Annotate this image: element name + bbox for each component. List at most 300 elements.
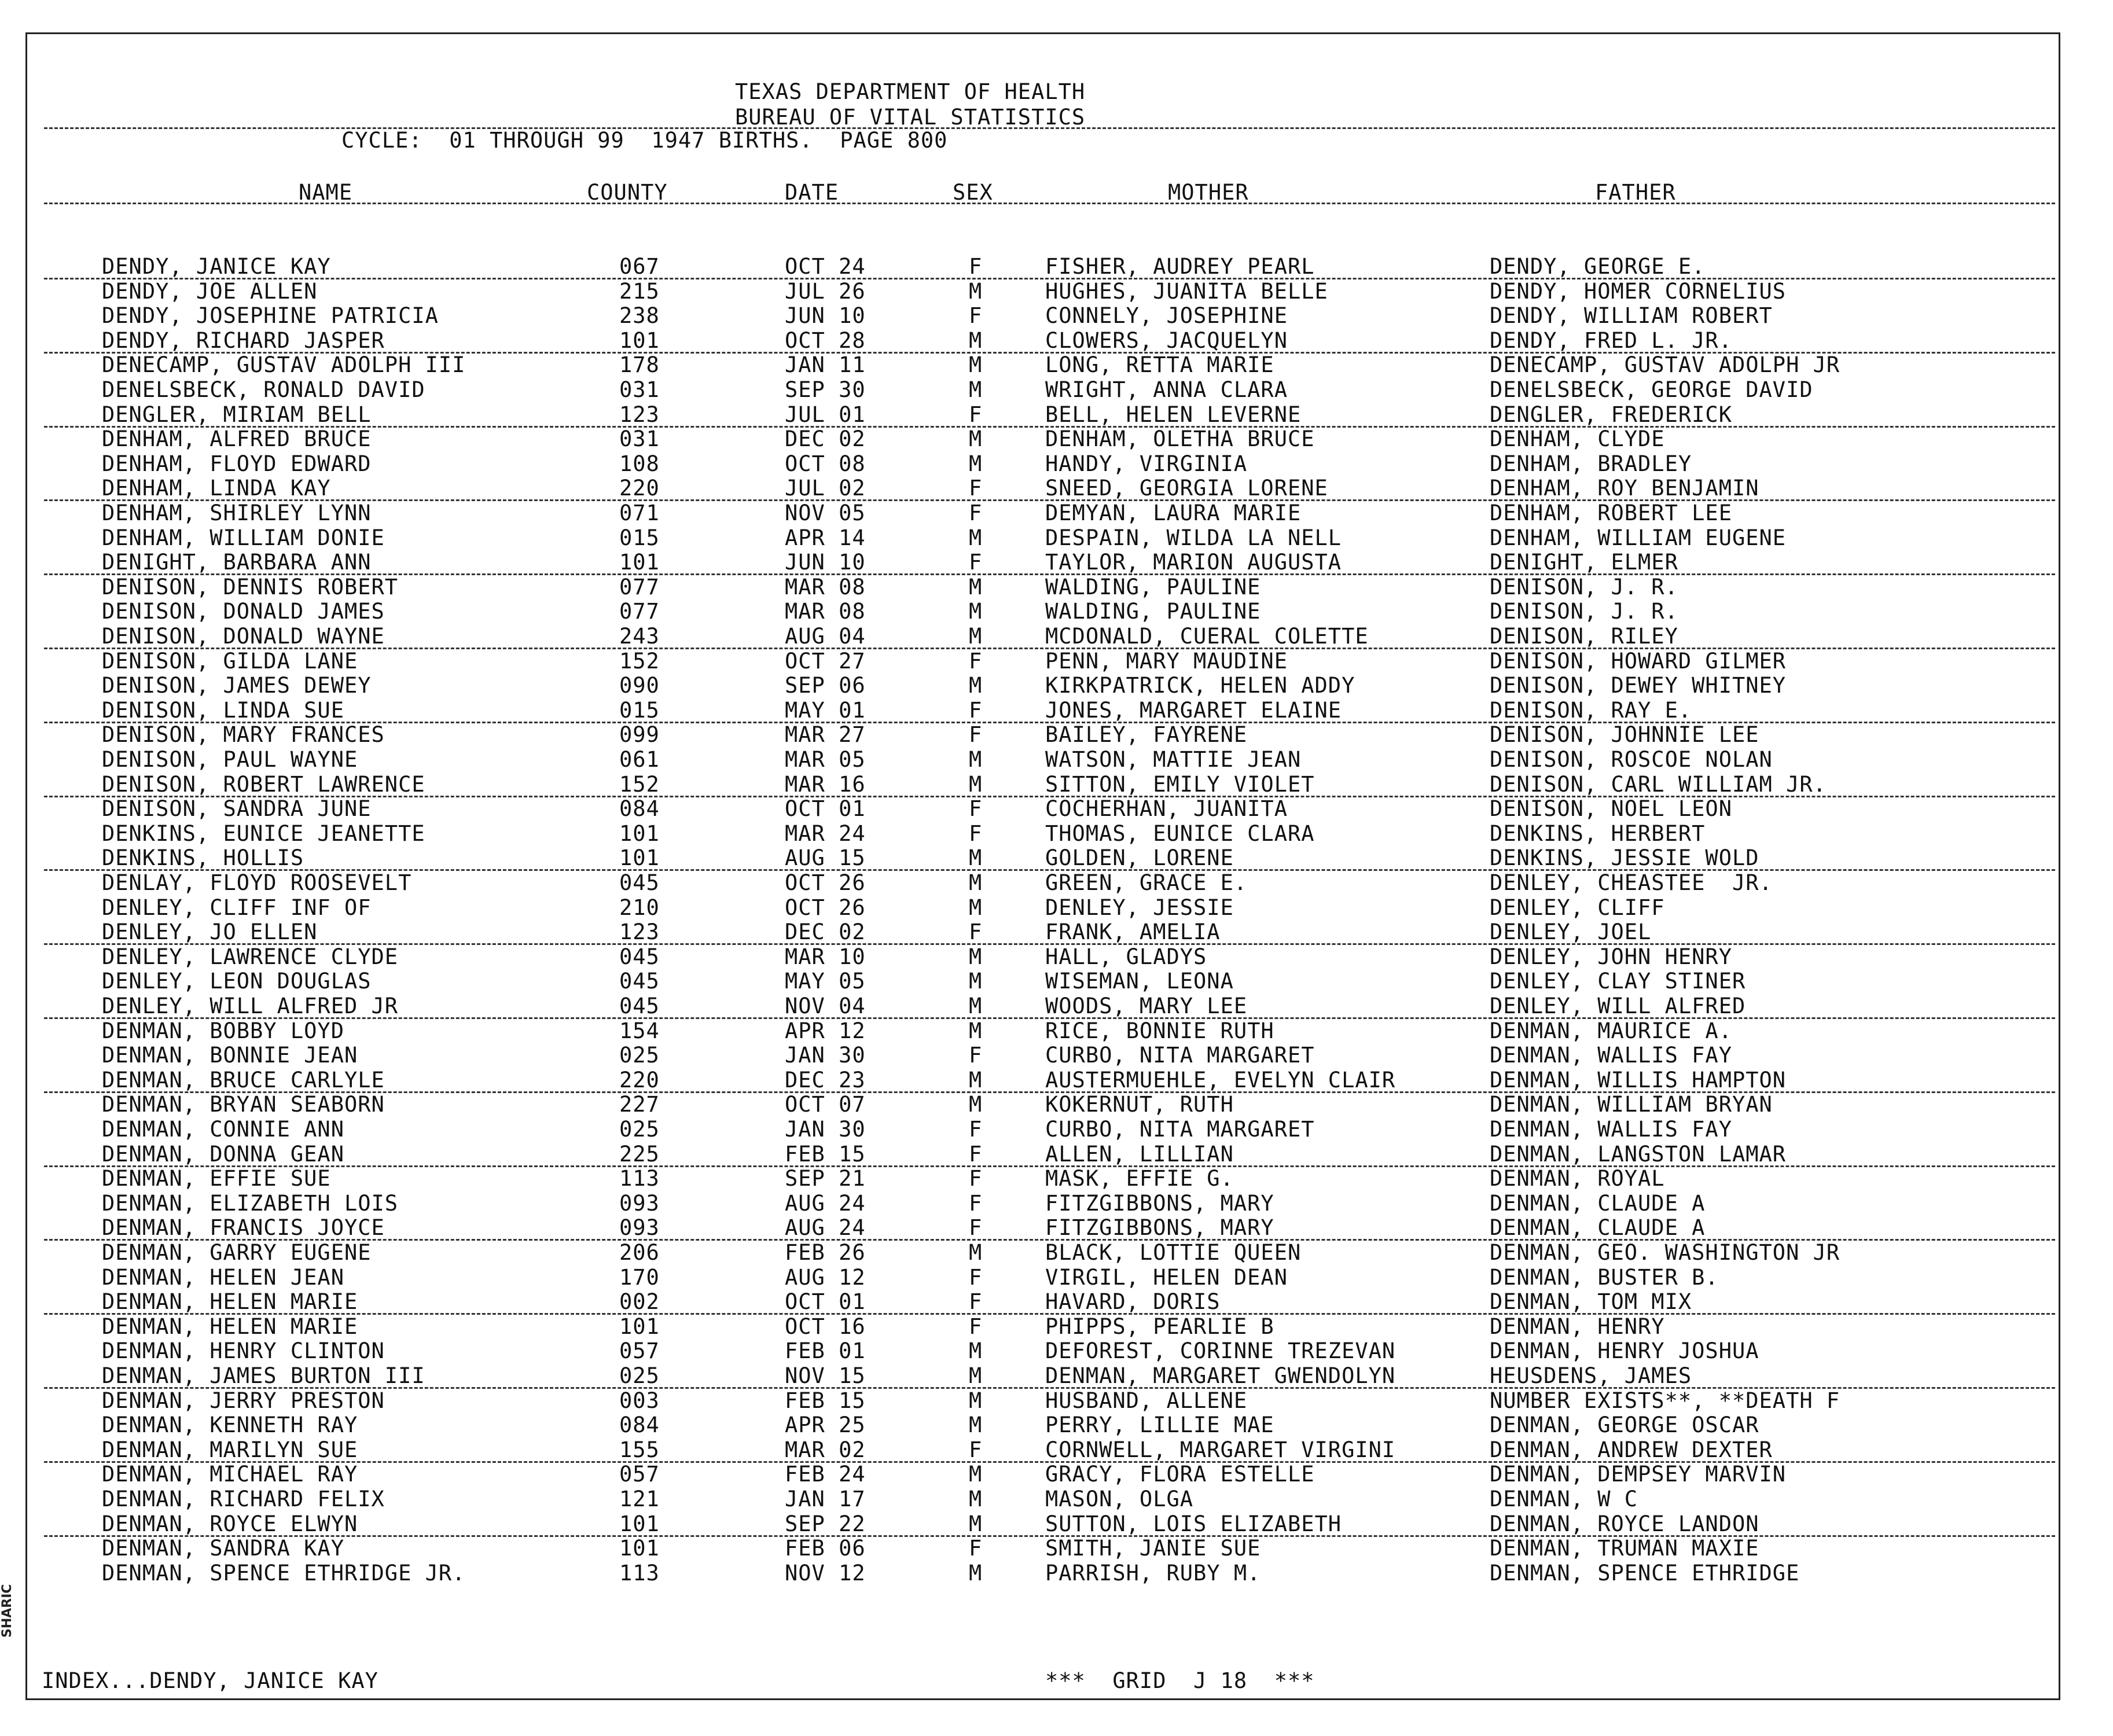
record-father: DENMAN, TOM MIX — [1490, 1289, 1692, 1314]
record-date: FEB 15 — [785, 1142, 866, 1167]
record-name: DENISON, JAMES DEWEY — [102, 673, 372, 698]
record-date: MAR 10 — [785, 944, 866, 969]
record-mother: PARRISH, RUBY M. — [1045, 1561, 1261, 1586]
record-father: DENMAN, WILLIS HAMPTON — [1490, 1068, 1787, 1093]
record-county: 152 — [619, 649, 660, 674]
record-father: DENISON, RAY E. — [1490, 698, 1692, 723]
record-name: DENLAY, FLOYD ROOSEVELT — [102, 870, 412, 895]
record-county: 045 — [619, 969, 660, 994]
record-mother: AUSTERMUEHLE, EVELYN CLAIR — [1045, 1068, 1396, 1093]
record-father: DENISON, NOEL LEON — [1490, 796, 1732, 821]
record-date: JAN 17 — [785, 1487, 866, 1511]
record-father: DENMAN, BUSTER B. — [1490, 1265, 1719, 1290]
record-name: DENISON, DONALD JAMES — [102, 599, 385, 624]
record-date: SEP 06 — [785, 673, 866, 698]
record-date: DEC 02 — [785, 920, 866, 944]
record-name: DENMAN, KENNETH RAY — [102, 1413, 358, 1437]
record-county: 101 — [619, 1536, 660, 1561]
record-county: 154 — [619, 1018, 660, 1043]
record-county: 093 — [619, 1191, 660, 1216]
record-father: NUMBER EXISTS**, **DEATH F — [1490, 1388, 1840, 1413]
record-mother: HAVARD, DORIS — [1045, 1289, 1221, 1314]
record-mother: DENHAM, OLETHA BRUCE — [1045, 426, 1315, 451]
record-sex: F — [969, 476, 983, 501]
record-father: DENKINS, HERBERT — [1490, 821, 1706, 846]
record-mother: GOLDEN, LORENE — [1045, 845, 1234, 870]
record-name: DENKINS, EUNICE JEANETTE — [102, 821, 425, 846]
record-date: MAR 08 — [785, 599, 866, 624]
record-mother: FITZGIBBONS, MARY — [1045, 1215, 1274, 1240]
record-mother: DENMAN, MARGARET GWENDOLYN — [1045, 1363, 1396, 1388]
record-sex: F — [969, 501, 983, 525]
record-father: DENMAN, HENRY — [1490, 1314, 1665, 1339]
record-mother: DEFOREST, CORINNE TREZEVAN — [1045, 1338, 1396, 1363]
record-date: OCT 08 — [785, 451, 866, 476]
record-sex: F — [969, 698, 983, 723]
column-header-father: FATHER — [1595, 180, 1676, 205]
record-date: APR 14 — [785, 525, 866, 550]
record-mother: GRACY, FLORA ESTELLE — [1045, 1462, 1315, 1487]
record-mother: MASON, OLGA — [1045, 1487, 1194, 1511]
record-sex: F — [969, 303, 983, 328]
record-sex: M — [969, 525, 983, 550]
record-sex: M — [969, 1561, 983, 1586]
record-father: HEUSDENS, JAMES — [1490, 1363, 1692, 1388]
record-date: NOV 04 — [785, 994, 866, 1018]
record-sex: M — [969, 1363, 983, 1388]
record-name: DENMAN, MICHAEL RAY — [102, 1462, 358, 1487]
record-date: SEP 22 — [785, 1511, 866, 1536]
record-father: DENISON, JOHNNIE LEE — [1490, 722, 1759, 747]
record-name: DENLEY, CLIFF INF OF — [102, 895, 372, 920]
record-date: MAY 05 — [785, 969, 866, 994]
record-county: 090 — [619, 673, 660, 698]
record-sex: M — [969, 673, 983, 698]
record-name: DENLEY, LEON DOUGLAS — [102, 969, 372, 994]
record-name: DENMAN, HELEN JEAN — [102, 1265, 344, 1290]
record-father: DENMAN, ROYAL — [1490, 1166, 1665, 1191]
column-header-sex: SEX — [953, 180, 993, 205]
record-name: DENISON, DONALD WAYNE — [102, 624, 385, 649]
record-father: DENMAN, WILLIAM BRYAN — [1490, 1092, 1773, 1117]
record-county: 101 — [619, 1511, 660, 1536]
record-father: DENKINS, JESSIE WOLD — [1490, 845, 1759, 870]
record-sex: F — [969, 1536, 983, 1561]
record-father: DENGLER, FREDERICK — [1490, 402, 1732, 427]
record-mother: PHIPPS, PEARLIE B — [1045, 1314, 1274, 1339]
record-county: 113 — [619, 1166, 660, 1191]
record-county: 071 — [619, 501, 660, 525]
record-name: DENISON, MARY FRANCES — [102, 722, 385, 747]
record-name: DENGLER, MIRIAM BELL — [102, 402, 372, 427]
record-father: DENDY, GEORGE E. — [1490, 254, 1706, 279]
record-date: AUG 04 — [785, 624, 866, 649]
record-sex: M — [969, 575, 983, 599]
record-name: DENHAM, WILLIAM DONIE — [102, 525, 385, 550]
record-name: DENISON, DENNIS ROBERT — [102, 575, 399, 599]
record-date: OCT 26 — [785, 895, 866, 920]
record-date: NOV 15 — [785, 1363, 866, 1388]
record-county: 101 — [619, 550, 660, 575]
record-mother: BELL, HELEN LEVERNE — [1045, 402, 1302, 427]
record-mother: ALLEN, LILLIAN — [1045, 1142, 1234, 1167]
record-mother: SITTON, EMILY VIOLET — [1045, 772, 1315, 797]
record-date: OCT 28 — [785, 328, 866, 353]
record-mother: FRANK, AMELIA — [1045, 920, 1221, 944]
record-date: JAN 30 — [785, 1043, 866, 1068]
record-mother: SNEED, GEORGIA LORENE — [1045, 476, 1328, 501]
record-name: DENMAN, BOBBY LOYD — [102, 1018, 344, 1043]
record-mother: JONES, MARGARET ELAINE — [1045, 698, 1342, 723]
record-sex: M — [969, 1018, 983, 1043]
record-date: OCT 24 — [785, 254, 866, 279]
record-name: DENMAN, CONNIE ANN — [102, 1117, 344, 1142]
record-county: 101 — [619, 821, 660, 846]
record-date: AUG 24 — [785, 1215, 866, 1240]
record-county: 121 — [619, 1487, 660, 1511]
record-county: 002 — [619, 1289, 660, 1314]
record-sex: F — [969, 1166, 983, 1191]
record-date: JUN 10 — [785, 303, 866, 328]
record-county: 031 — [619, 377, 660, 402]
record-date: NOV 05 — [785, 501, 866, 525]
record-name: DENISON, LINDA SUE — [102, 698, 344, 723]
record-sex: M — [969, 944, 983, 969]
record-county: 220 — [619, 1068, 660, 1093]
record-mother: WALDING, PAULINE — [1045, 599, 1261, 624]
record-county: 067 — [619, 254, 660, 279]
record-father: DENLEY, JOHN HENRY — [1490, 944, 1732, 969]
column-header-mother: MOTHER — [1168, 180, 1249, 205]
record-county: 220 — [619, 476, 660, 501]
record-mother: DEMYAN, LAURA MARIE — [1045, 501, 1302, 525]
record-county: 025 — [619, 1043, 660, 1068]
record-sex: F — [969, 402, 983, 427]
record-mother: CURBO, NITA MARGARET — [1045, 1043, 1315, 1068]
record-name: DENMAN, DONNA GEAN — [102, 1142, 344, 1167]
record-date: OCT 01 — [785, 1289, 866, 1314]
record-date: DEC 02 — [785, 426, 866, 451]
record-name: DENHAM, SHIRLEY LYNN — [102, 501, 372, 525]
record-name: DENLEY, JO ELLEN — [102, 920, 318, 944]
record-sex: M — [969, 747, 983, 772]
record-name: DENDY, JOSEPHINE PATRICIA — [102, 303, 439, 328]
record-county: 015 — [619, 525, 660, 550]
record-date: JUL 02 — [785, 476, 866, 501]
record-sex: F — [969, 1191, 983, 1216]
record-mother: PERRY, LILLIE MAE — [1045, 1413, 1274, 1437]
record-county: 243 — [619, 624, 660, 649]
record-father: DENMAN, SPENCE ETHRIDGE — [1490, 1561, 1800, 1586]
record-mother: KOKERNUT, RUTH — [1045, 1092, 1234, 1117]
record-name: DENMAN, BONNIE JEAN — [102, 1043, 358, 1068]
record-name: DENHAM, FLOYD EDWARD — [102, 451, 372, 476]
record-name: DENMAN, RICHARD FELIX — [102, 1487, 385, 1511]
record-mother: FITZGIBBONS, MARY — [1045, 1191, 1274, 1216]
record-date: FEB 15 — [785, 1388, 866, 1413]
record-father: DENMAN, GEORGE OSCAR — [1490, 1413, 1759, 1437]
record-mother: MCDONALD, CUERAL COLETTE — [1045, 624, 1369, 649]
record-county: 170 — [619, 1265, 660, 1290]
record-name: DENLEY, LAWRENCE CLYDE — [102, 944, 399, 969]
record-county: 178 — [619, 352, 660, 377]
record-sex: F — [969, 821, 983, 846]
record-sex: M — [969, 969, 983, 994]
record-father: DENMAN, WALLIS FAY — [1490, 1043, 1732, 1068]
record-mother: WALDING, PAULINE — [1045, 575, 1261, 599]
record-date: MAR 16 — [785, 772, 866, 797]
record-mother: WATSON, MATTIE JEAN — [1045, 747, 1302, 772]
record-county: 025 — [619, 1363, 660, 1388]
record-sex: F — [969, 1142, 983, 1167]
record-sex: M — [969, 377, 983, 402]
record-date: MAR 05 — [785, 747, 866, 772]
record-sex: M — [969, 1068, 983, 1093]
record-mother: LONG, RETTA MARIE — [1045, 352, 1274, 377]
record-mother: TAYLOR, MARION AUGUSTA — [1045, 550, 1342, 575]
record-father: DENISON, HOWARD GILMER — [1490, 649, 1787, 674]
record-name: DENHAM, ALFRED BRUCE — [102, 426, 372, 451]
record-sex: F — [969, 649, 983, 674]
record-sex: F — [969, 796, 983, 821]
record-father: DENMAN, LANGSTON LAMAR — [1490, 1142, 1787, 1167]
record-sex: F — [969, 1437, 983, 1462]
record-mother: CURBO, NITA MARGARET — [1045, 1117, 1315, 1142]
record-date: MAY 01 — [785, 698, 866, 723]
record-father: DENHAM, ROBERT LEE — [1490, 501, 1732, 525]
record-mother: SUTTON, LOIS ELIZABETH — [1045, 1511, 1342, 1536]
record-mother: HALL, GLADYS — [1045, 944, 1207, 969]
record-name: DENMAN, HELEN MARIE — [102, 1314, 358, 1339]
record-county: 057 — [619, 1462, 660, 1487]
record-sex: M — [969, 1487, 983, 1511]
record-name: DENMAN, HELEN MARIE — [102, 1289, 358, 1314]
record-date: AUG 15 — [785, 845, 866, 870]
record-sex: M — [969, 328, 983, 353]
record-name: DENMAN, MARILYN SUE — [102, 1437, 358, 1462]
record-sex: M — [969, 1413, 983, 1437]
record-date: NOV 12 — [785, 1561, 866, 1586]
record-date: JUL 01 — [785, 402, 866, 427]
record-name: DENISON, GILDA LANE — [102, 649, 358, 674]
record-sex: F — [969, 254, 983, 279]
header-bureau: BUREAU OF VITAL STATISTICS — [735, 105, 1086, 130]
record-sex: M — [969, 994, 983, 1018]
record-sex: M — [969, 1092, 983, 1117]
record-name: DENMAN, SANDRA KAY — [102, 1536, 344, 1561]
record-county: 025 — [619, 1117, 660, 1142]
record-county: 123 — [619, 920, 660, 944]
record-father: DENELSBECK, GEORGE DAVID — [1490, 377, 1813, 402]
record-date: SEP 21 — [785, 1166, 866, 1191]
record-date: OCT 07 — [785, 1092, 866, 1117]
column-header-county: COUNTY — [587, 180, 668, 205]
record-sex: M — [969, 279, 983, 304]
record-date: OCT 26 — [785, 870, 866, 895]
record-sex: F — [969, 1215, 983, 1240]
record-date: MAR 08 — [785, 575, 866, 599]
record-date: OCT 01 — [785, 796, 866, 821]
record-mother: WOODS, MARY LEE — [1045, 994, 1248, 1018]
record-date: FEB 24 — [785, 1462, 866, 1487]
footer-index: INDEX...DENDY, JANICE KAY — [42, 1668, 378, 1693]
record-sex: M — [969, 1240, 983, 1265]
record-name: DENDY, JANICE KAY — [102, 254, 331, 279]
record-sex: M — [969, 1511, 983, 1536]
record-father: DENHAM, WILLIAM EUGENE — [1490, 525, 1787, 550]
record-name: DENECAMP, GUSTAV ADOLPH III — [102, 352, 466, 377]
record-father: DENISON, CARL WILLIAM JR. — [1490, 772, 1827, 797]
record-sex: M — [969, 426, 983, 451]
record-father: DENMAN, CLAUDE A — [1490, 1191, 1706, 1216]
side-label: SHARIC — [0, 1584, 14, 1638]
record-county: 093 — [619, 1215, 660, 1240]
header-agency: TEXAS DEPARTMENT OF HEALTH — [735, 79, 1086, 104]
column-header-date: DATE — [785, 180, 839, 205]
record-mother: GREEN, GRACE E. — [1045, 870, 1248, 895]
record-name: DENIGHT, BARBARA ANN — [102, 550, 372, 575]
record-mother: RICE, BONNIE RUTH — [1045, 1018, 1274, 1043]
record-name: DENMAN, GARRY EUGENE — [102, 1240, 372, 1265]
record-sex: M — [969, 772, 983, 797]
record-county: 238 — [619, 303, 660, 328]
record-mother: BAILEY, FAYRENE — [1045, 722, 1248, 747]
record-father: DENLEY, WILL ALFRED — [1490, 994, 1746, 1018]
record-county: 045 — [619, 870, 660, 895]
record-father: DENMAN, GEO. WASHINGTON JR — [1490, 1240, 1840, 1265]
record-name: DENMAN, ELIZABETH LOIS — [102, 1191, 399, 1216]
record-county: 031 — [619, 426, 660, 451]
record-father: DENLEY, CHEASTEE JR. — [1490, 870, 1773, 895]
record-date: JUL 26 — [785, 279, 866, 304]
record-name: DENHAM, LINDA KAY — [102, 476, 331, 501]
record-sex: M — [969, 352, 983, 377]
record-mother: FISHER, AUDREY PEARL — [1045, 254, 1315, 279]
record-county: 077 — [619, 575, 660, 599]
record-mother: THOMAS, EUNICE CLARA — [1045, 821, 1315, 846]
record-county: 113 — [619, 1561, 660, 1586]
record-father: DENHAM, ROY BENJAMIN — [1490, 476, 1759, 501]
record-father: DENISON, DEWEY WHITNEY — [1490, 673, 1787, 698]
record-name: DENISON, SANDRA JUNE — [102, 796, 372, 821]
record-father: DENISON, J. R. — [1490, 575, 1678, 599]
record-name: DENKINS, HOLLIS — [102, 845, 304, 870]
record-county: 210 — [619, 895, 660, 920]
record-name: DENMAN, FRANCIS JOYCE — [102, 1215, 385, 1240]
record-county: 045 — [619, 994, 660, 1018]
record-mother: SMITH, JANIE SUE — [1045, 1536, 1261, 1561]
record-county: 057 — [619, 1338, 660, 1363]
record-county: 225 — [619, 1142, 660, 1167]
record-date: AUG 24 — [785, 1191, 866, 1216]
record-date: DEC 23 — [785, 1068, 866, 1093]
column-header-divider — [44, 203, 2055, 204]
record-mother: CORNWELL, MARGARET VIRGINI — [1045, 1437, 1396, 1462]
record-county: 155 — [619, 1437, 660, 1462]
header-cycle: CYCLE: 01 THROUGH 99 1947 BIRTHS. PAGE 800 — [341, 128, 948, 153]
record-name: DENDY, RICHARD JASPER — [102, 328, 385, 353]
column-header-name: NAME — [299, 180, 353, 205]
record-county: 101 — [619, 1314, 660, 1339]
record-county: 101 — [619, 328, 660, 353]
record-county: 227 — [619, 1092, 660, 1117]
record-mother: DESPAIN, WILDA LA NELL — [1045, 525, 1342, 550]
record-sex: F — [969, 1314, 983, 1339]
record-sex: M — [969, 895, 983, 920]
record-county: 099 — [619, 722, 660, 747]
record-sex: M — [969, 599, 983, 624]
record-sex: M — [969, 1462, 983, 1487]
record-date: JAN 11 — [785, 352, 866, 377]
record-county: 123 — [619, 402, 660, 427]
record-father: DENIGHT, ELMER — [1490, 550, 1678, 575]
record-father: DENISON, RILEY — [1490, 624, 1678, 649]
record-sex: M — [969, 1338, 983, 1363]
record-county: 108 — [619, 451, 660, 476]
record-sex: F — [969, 1117, 983, 1142]
record-mother: HUSBAND, ALLENE — [1045, 1388, 1248, 1413]
record-father: DENHAM, CLYDE — [1490, 426, 1665, 451]
record-mother: PENN, MARY MAUDINE — [1045, 649, 1288, 674]
record-date: OCT 16 — [785, 1314, 866, 1339]
record-name: DENMAN, BRUCE CARLYLE — [102, 1068, 385, 1093]
record-father: DENDY, WILLIAM ROBERT — [1490, 303, 1773, 328]
record-father: DENHAM, BRADLEY — [1490, 451, 1692, 476]
record-mother: HUGHES, JUANITA BELLE — [1045, 279, 1328, 304]
record-father: DENMAN, TRUMAN MAXIE — [1490, 1536, 1759, 1561]
record-mother: BLACK, LOTTIE QUEEN — [1045, 1240, 1302, 1265]
record-father: DENMAN, DEMPSEY MARVIN — [1490, 1462, 1787, 1487]
record-mother: HANDY, VIRGINIA — [1045, 451, 1248, 476]
record-mother: WISEMAN, LEONA — [1045, 969, 1234, 994]
record-name: DENDY, JOE ALLEN — [102, 279, 318, 304]
record-county: 215 — [619, 279, 660, 304]
record-father: DENMAN, ANDREW DEXTER — [1490, 1437, 1773, 1462]
record-sex: F — [969, 1289, 983, 1314]
record-sex: F — [969, 722, 983, 747]
record-county: 206 — [619, 1240, 660, 1265]
record-name: DENMAN, ROYCE ELWYN — [102, 1511, 358, 1536]
record-date: OCT 27 — [785, 649, 866, 674]
record-father: DENMAN, MAURICE A. — [1490, 1018, 1732, 1043]
record-date: AUG 12 — [785, 1265, 866, 1290]
record-name: DENISON, ROBERT LAWRENCE — [102, 772, 425, 797]
record-name: DENLEY, WILL ALFRED JR — [102, 994, 399, 1018]
record-mother: DENLEY, JESSIE — [1045, 895, 1234, 920]
record-date: FEB 01 — [785, 1338, 866, 1363]
record-father: DENLEY, CLAY STINER — [1490, 969, 1746, 994]
record-sex: F — [969, 920, 983, 944]
record-county: 015 — [619, 698, 660, 723]
record-father: DENISON, ROSCOE NOLAN — [1490, 747, 1773, 772]
record-father: DENDY, HOMER CORNELIUS — [1490, 279, 1787, 304]
record-date: APR 25 — [785, 1413, 866, 1437]
record-father: DENMAN, CLAUDE A — [1490, 1215, 1706, 1240]
record-date: JAN 30 — [785, 1117, 866, 1142]
record-county: 077 — [619, 599, 660, 624]
record-father: DENDY, FRED L. JR. — [1490, 328, 1732, 353]
record-mother: KIRKPATRICK, HELEN ADDY — [1045, 673, 1355, 698]
record-name: DENMAN, BRYAN SEABORN — [102, 1092, 385, 1117]
record-father: DENECAMP, GUSTAV ADOLPH JR — [1490, 352, 1840, 377]
record-mother: VIRGIL, HELEN DEAN — [1045, 1265, 1288, 1290]
record-date: SEP 30 — [785, 377, 866, 402]
record-county: 152 — [619, 772, 660, 797]
record-sex: F — [969, 1265, 983, 1290]
record-date: MAR 27 — [785, 722, 866, 747]
record-father: DENMAN, HENRY JOSHUA — [1490, 1338, 1759, 1363]
record-name: DENMAN, EFFIE SUE — [102, 1166, 331, 1191]
